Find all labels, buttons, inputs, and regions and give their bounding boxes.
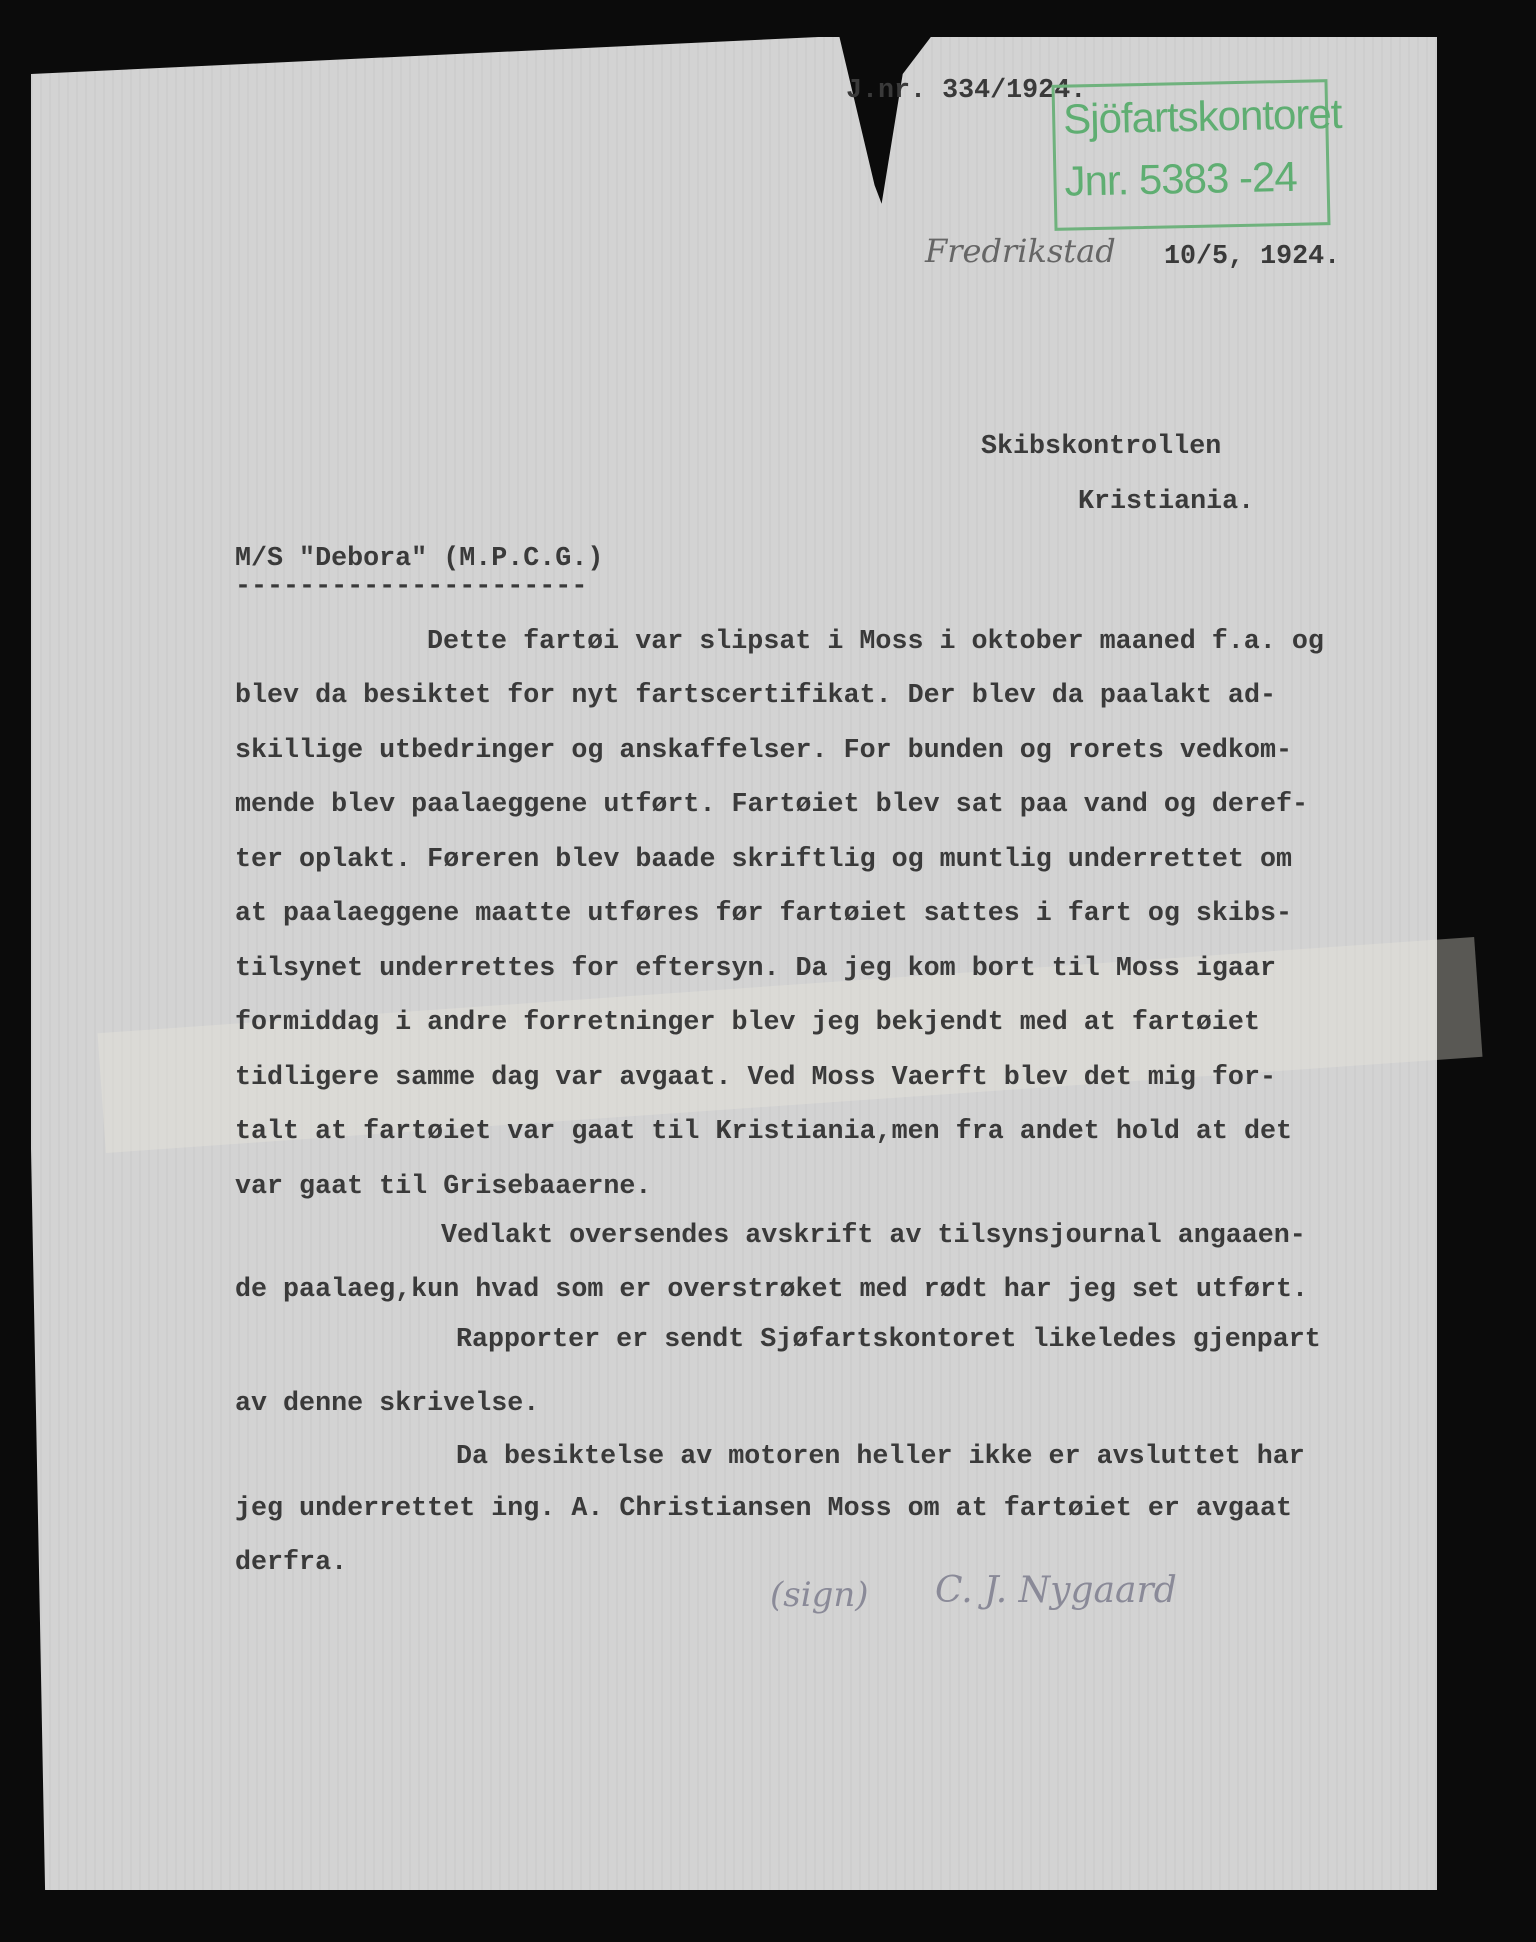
body-line: Dette fartøi var slipsat i Moss i oktober maaned f.a. og <box>427 627 1324 657</box>
body-line: skillige utbedringer og anskaffelser. For bunden og rorets vedkom- <box>235 736 1292 766</box>
stamp-line-1: Sjöfartskontoret <box>1062 89 1342 143</box>
body-line: tidligere samme dag var avgaat. Ved Moss Vaerft blev det mig for- <box>235 1063 1276 1093</box>
subject-underline: ---------------------- <box>235 572 588 602</box>
body-line: mende blev paalaeggene utført. Fartøiet blev sat paa vand og deref- <box>235 790 1309 820</box>
body-line: av denne skrivelse. <box>235 1389 540 1419</box>
body-line: de paalaeg,kun hvad som er overstrøket med rødt har jeg set utført. <box>235 1275 1309 1305</box>
body-line: Vedlakt oversendes avskrift av tilsynsjournal angaaen- <box>441 1221 1306 1251</box>
body-line: formiddag i andre forretninger blev jeg bekjendt med at fartøiet <box>235 1008 1260 1038</box>
body-line: tilsynet underrettes for eftersyn. Da jeg kom bort til Moss igaar <box>235 954 1276 984</box>
body-line: blev da besiktet for nyt fartscertifikat. Der blev da paalakt ad- <box>235 681 1276 711</box>
subject-title: M/S "Debora" (M.P.C.G.) <box>235 544 604 574</box>
place-handwritten: Fredrikstad <box>925 232 1116 270</box>
journal-number: J.nr. 334/1924. <box>846 76 1087 106</box>
body-line: var gaat til Grisebaaerne. <box>235 1172 652 1202</box>
stamp-line-2: Jnr. 5383 -24 <box>1064 152 1298 205</box>
body-line: at paalaeggene maatte utføres før fartøiet sattes i fart og skibs- <box>235 899 1292 929</box>
recipient-line-2: Kristiania. <box>1078 487 1255 517</box>
office-stamp <box>1052 79 1342 231</box>
letter-date: 10/5, 1924. <box>1164 242 1341 272</box>
recipient-line-1: Skibskontrollen <box>981 432 1222 462</box>
body-line: ter oplakt. Føreren blev baade skriftlig og muntlig underrettet om <box>235 845 1292 875</box>
body-line: Da besiktelse av motoren heller ikke er avsluttet har <box>456 1442 1305 1472</box>
body-line: jeg underrettet ing. A. Christiansen Moss om at fartøiet er avgaat <box>235 1494 1292 1524</box>
signature-name: C. J. Nygaard <box>935 1570 1177 1611</box>
signature-prefix: (sign) <box>770 1575 869 1615</box>
body-line: talt at fartøiet var gaat til Kristiania,men fra andet hold at det <box>235 1117 1292 1147</box>
body-line: Rapporter er sendt Sjøfartskontoret likeledes gjenpart <box>456 1325 1321 1355</box>
body-line: derfra. <box>235 1548 348 1578</box>
